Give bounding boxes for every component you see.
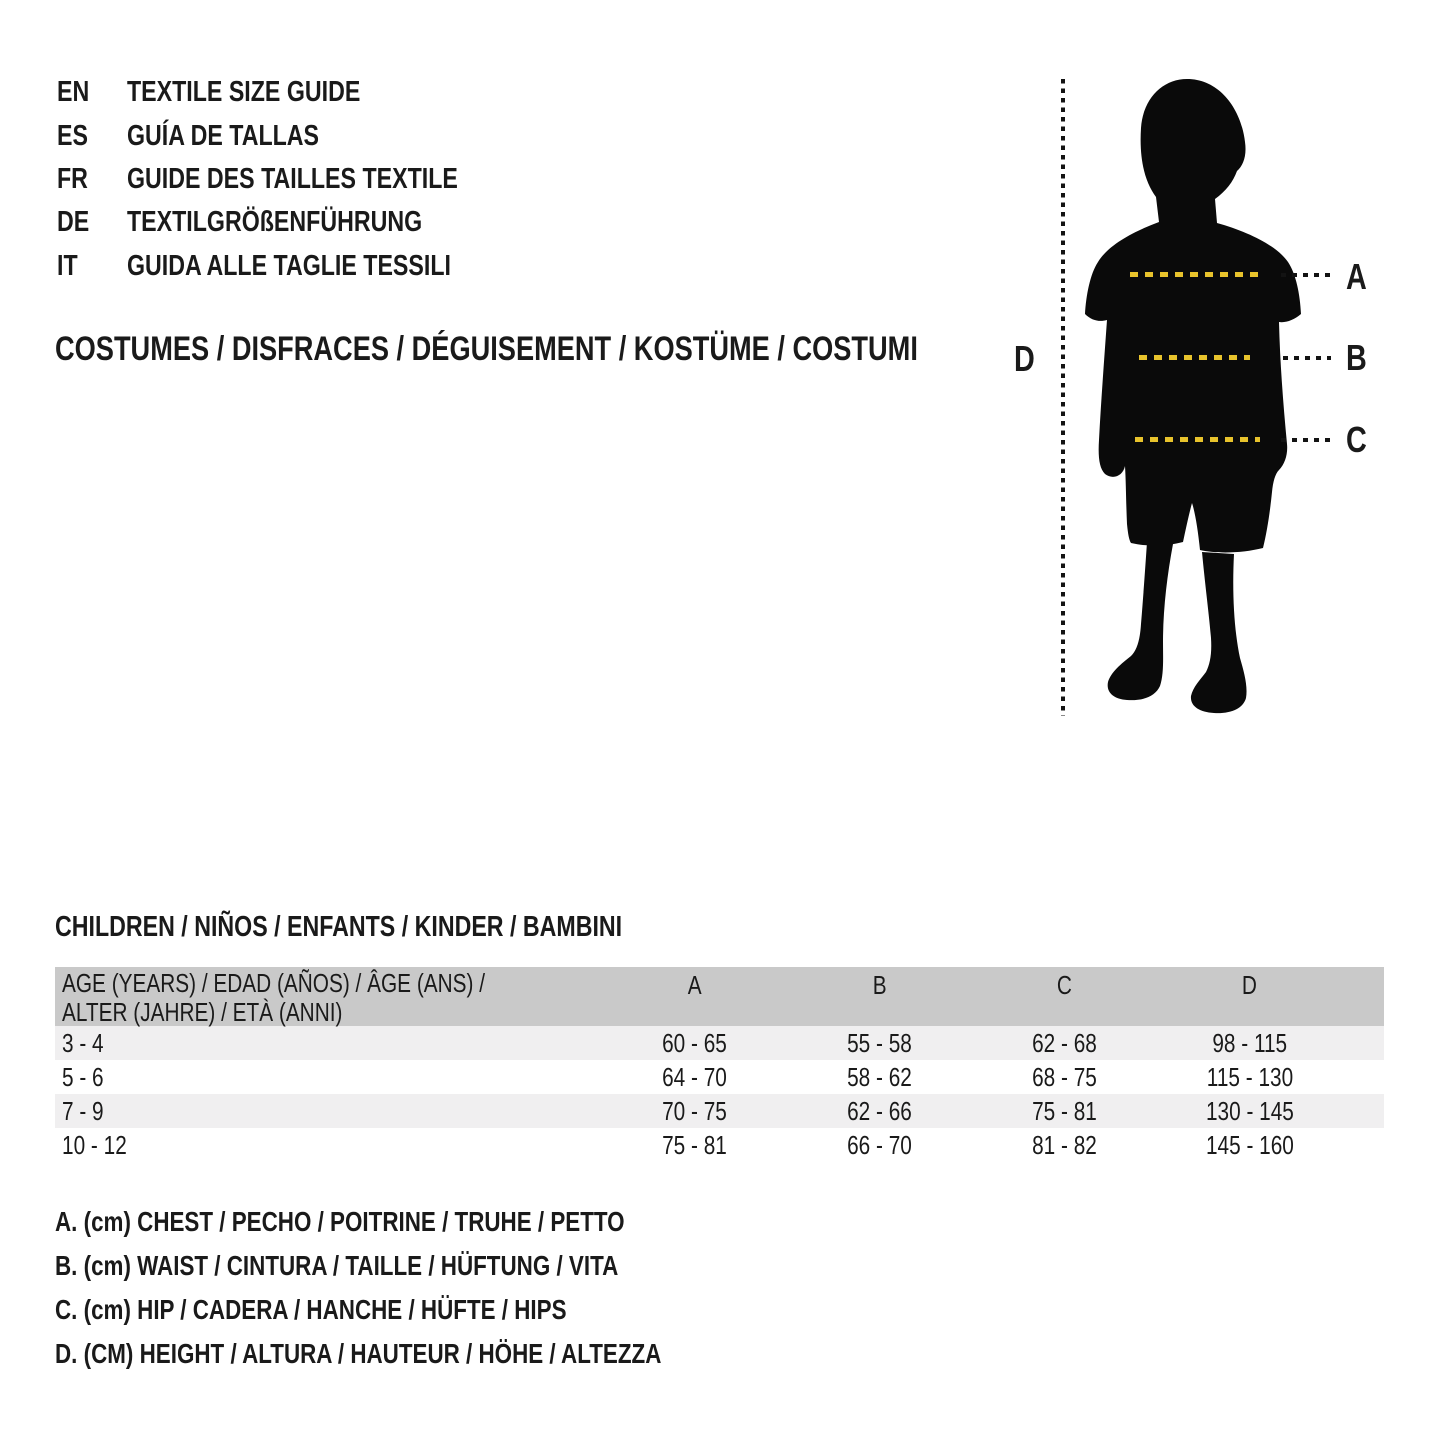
height-range: 115 - 130 bbox=[1206, 1061, 1293, 1092]
table-row bbox=[55, 1026, 1384, 1060]
language-code: DE bbox=[57, 206, 90, 239]
chest-range: 70 - 75 bbox=[662, 1095, 727, 1126]
legend-line-chest: A. (cm) CHEST / PECHO / POITRINE / TRUHE / PETTO bbox=[55, 1206, 625, 1237]
language-row bbox=[57, 245, 541, 288]
child-silhouette bbox=[1083, 72, 1305, 722]
column-header-b: B bbox=[872, 970, 887, 1000]
hip-range: 75 - 81 bbox=[1032, 1095, 1097, 1126]
language-row bbox=[57, 201, 541, 244]
age-column-header: AGE (YEARS) / EDAD (AÑOS) / ÂGE (ANS) / ALTER (JAHRE) / ETÀ (ANNI) bbox=[62, 968, 485, 1027]
waist-pointer-dots bbox=[1283, 356, 1331, 360]
legend-line-height: D. (CM) HEIGHT / ALTURA / HAUTEUR / HÖHE / ALTEZZA bbox=[55, 1338, 662, 1369]
chest-range: 60 - 65 bbox=[662, 1027, 727, 1058]
age-range: 3 - 4 bbox=[62, 1027, 104, 1058]
language-code: FR bbox=[57, 162, 88, 195]
waist-measure-dash bbox=[1139, 355, 1250, 360]
chest-range: 75 - 81 bbox=[662, 1129, 727, 1160]
age-range: 10 - 12 bbox=[62, 1129, 127, 1160]
size-table bbox=[55, 967, 1384, 1162]
language-row bbox=[57, 114, 541, 157]
column-header-c: C bbox=[1056, 970, 1073, 1000]
hip-range: 81 - 82 bbox=[1032, 1129, 1097, 1160]
measure-label-b: B bbox=[1346, 337, 1367, 378]
legend-line-waist: B. (cm) WAIST / CINTURA / TAILLE / HÜFTUNG / VITA bbox=[55, 1250, 619, 1281]
waist-range: 58 - 62 bbox=[847, 1061, 912, 1092]
hip-pointer-dots bbox=[1281, 438, 1333, 442]
height-range: 145 - 160 bbox=[1205, 1129, 1294, 1160]
height-range: 130 - 145 bbox=[1205, 1095, 1294, 1126]
measure-label-c: C bbox=[1346, 419, 1367, 460]
language-code: ES bbox=[57, 119, 88, 152]
waist-range: 62 - 66 bbox=[847, 1095, 912, 1126]
chest-range: 64 - 70 bbox=[662, 1061, 727, 1092]
chest-pointer-dots bbox=[1281, 273, 1333, 277]
column-header-a: A bbox=[687, 970, 702, 1000]
language-label: GUÍA DE TALLAS bbox=[127, 119, 320, 152]
hip-range: 62 - 68 bbox=[1032, 1027, 1097, 1058]
category-title: COSTUMES / DISFRACES / DÉGUISEMENT / KOSTÜME / COSTUMI bbox=[55, 330, 918, 368]
language-row bbox=[57, 158, 541, 201]
measurement-legend bbox=[55, 1200, 813, 1376]
language-label: TEXTILGRÖßENFÜHRUNG bbox=[127, 206, 423, 239]
table-header-row bbox=[55, 967, 1384, 1026]
language-code: EN bbox=[57, 76, 90, 109]
language-label: TEXTILE SIZE GUIDE bbox=[127, 76, 361, 109]
hip-range: 68 - 75 bbox=[1032, 1061, 1097, 1092]
waist-range: 55 - 58 bbox=[847, 1027, 912, 1058]
section-title-children: CHILDREN / NIÑOS / ENFANTS / KINDER / BAMBINI bbox=[55, 911, 623, 943]
height-label-d: D bbox=[1014, 338, 1035, 379]
height-dotted-line bbox=[1061, 79, 1065, 716]
measure-label-a: A bbox=[1346, 256, 1367, 297]
age-range: 5 - 6 bbox=[62, 1061, 104, 1092]
language-code: IT bbox=[57, 249, 78, 282]
language-row bbox=[57, 71, 541, 114]
language-label: GUIDA ALLE TAGLIE TESSILI bbox=[127, 249, 451, 282]
table-row bbox=[55, 1060, 1384, 1094]
column-header-d: D bbox=[1241, 970, 1258, 1000]
language-list bbox=[57, 71, 541, 288]
table-row bbox=[55, 1094, 1384, 1128]
hip-measure-dash bbox=[1135, 437, 1260, 442]
table-row bbox=[55, 1128, 1384, 1162]
waist-range: 66 - 70 bbox=[847, 1129, 912, 1160]
legend-line-hip: C. (cm) HIP / CADERA / HANCHE / HÜFTE / HIPS bbox=[55, 1294, 567, 1325]
language-label: GUIDE DES TAILLES TEXTILE bbox=[127, 162, 458, 195]
height-range: 98 - 115 bbox=[1212, 1027, 1287, 1058]
age-range: 7 - 9 bbox=[62, 1095, 104, 1126]
chest-measure-dash bbox=[1130, 272, 1258, 277]
